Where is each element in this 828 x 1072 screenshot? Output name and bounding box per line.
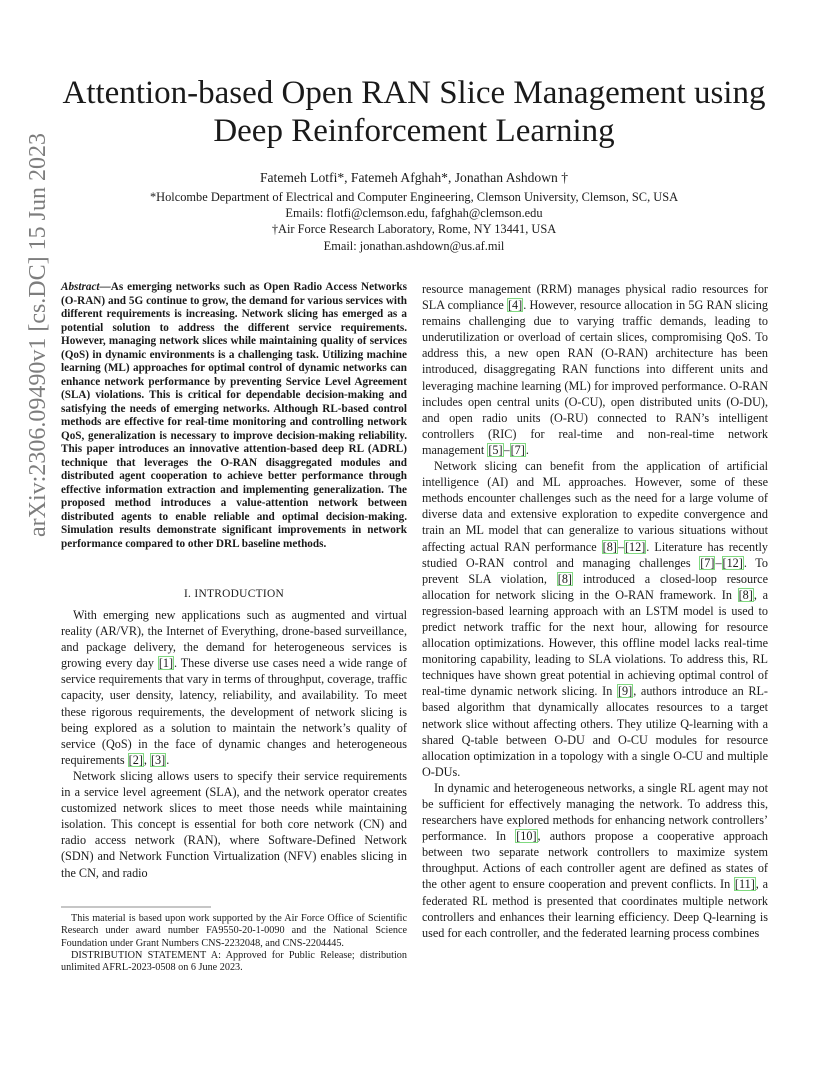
citation-link[interactable]: [5] [488,442,503,457]
title-line-1: Attention-based Open RAN Slice Management using [62,75,766,111]
intro-paragraph-4: Network slicing can benefit from the application of artificial intelligence (AI) and ML approaches. However, some of these methods encounter challenges such as the need for a large volume of diverse data and extensive exploration to expedite convergence and train an ML model that can generalize to various situations without affecting actual RAN performance [8]–[12]. Literature has recently studied O-RAN control and managing challenges [7]–[12]. To prevent SLA violation, [8] introduced a closed-loop resource allocation for network slicing in the O-RAN framework. In [8], a regression-based learning approach with an LSTM model is used to predict network traffic for the next hour, allowing for resource allocation optimizations. However, this offline model lacks real-time monitoring capability, leading to SLA violations. To address this, RL techniques have shown great potential in achieving optimal control of real-time dynamic network slicing. In [9], authors introduce an RL-based algorithm that dynamically allocates resources to a target network slice without affecting others. They utilize Q-learning with a shared Q-table between O-DU and O-CU modules for resource allocation optimization in a topology with a single O-CU and multiple O-DUs. [422,459,768,779]
arxiv-identifier: arXiv:2306.09490v1 [cs.DC] 15 Jun 2023 [25,133,51,537]
right-column-body [422,281,768,941]
citation-link[interactable]: [8] [738,587,753,602]
footnote-rule [61,907,211,908]
citation-link[interactable]: [10] [516,829,537,844]
citation-link[interactable]: [2] [128,752,143,767]
abstract-label: Abstract [61,281,100,293]
citation-link[interactable]: [1] [158,656,174,671]
footnotes [61,913,407,974]
citation-link[interactable]: [11] [734,877,755,892]
footnote-funding: This material is based upon work supported by the Air Force Office of Scientific Research under award number FA9550-20-1-0090 and the National Science Foundation under Grant Numbers CNS-2232048, and CNS-2204445. [61,913,407,949]
intro-paragraph-1: With emerging new applications such as augmented and virtual reality (AR/VR), the Internet of Everything, drone-based surveillance, and package delivery, the demand for heterogeneous services is growing every day [1]. These diverse use cases need a wide range of service requirements that vary in terms of throughput, coverage, traffic capacity, user density, latency, reliability, and availability. To meet these rigorous requirements, the development of network slicing is being explored as a solution to maintain the network’s quality of service (QoS) in the face of dynamic changes and heterogeneous requirements [2], [3]. [61,608,407,767]
intro-paragraph-5: In dynamic and heterogeneous networks, a single RL agent may not be sufficient for effectively managing the network. To address this, researchers have explored methods for enhancing network controllers’ performance. In [10], authors propose a cooperative approach between two separate network controllers to maximize system throughput. Actions of each controller agent are defined as states of the other agent to ensure cooperation and prevent conflicts. In [11], a federated RL method is presented that coordinates multiple network controllers and enhances their learning efficiency. Deep Q-learning is used for each controller, and the federated learning process combines [422,780,768,940]
citation-link[interactable]: [12] [722,555,743,570]
left-column-body [61,607,407,881]
intro-paragraph-2: Network slicing allows users to specify their service requirements in a service level agreement (SLA), and the network operator creates customized network slices to meet those needs while maintaining isolation. This concept is essential for both core network (CN) and radio access network (RAN), where Software-Defined Network (SDN) and Network Function Virtualization (NFV) enables slicing in the CN, and radio [61,768,407,880]
citation-link[interactable]: [4] [507,298,523,313]
citation-link[interactable]: [3] [150,752,166,767]
citation-link[interactable]: [7] [510,442,525,457]
paper-title [40,74,788,150]
citation-link[interactable]: [12] [624,539,646,554]
abstract-text: —As emerging networks such as Open Radio Access Networks (O-RAN) and 5G continue to grow, the demand for various services with different requirements is increasing. Network slicing has emerged as a potential solution to address the different service requirements. However, managing network slices while maintaining quality of services (QoS) in dynamic environments is a challenging task. Utilizing machine learning (ML) approaches for optimal control of dynamic networks can enhance network performance by preventing Service Level Agreement (SLA) violations. This is critical for dependable decision-making and satisfying the needs of emerging networks. Although RL-based control methods are effective for real-time monitoring and controlling network QoS, generalization is necessary to improve decision-making reliability. This paper introduces an innovative attention-based deep RL (ADRL) technique that leverages the O-RAN disaggregated modules and distributed agent cooperation to achieve better performance through effective information extraction and implementing generalization. The proposed method introduces a value-attention network between distributed agents to enable reliable and optimal decision-making. Simulation results demonstrate significant improvements in network performance compared to other DRL baseline methods. [61,281,407,550]
abstract [61,281,407,551]
footnote-distribution: DISTRIBUTION STATEMENT A: Approved for Public Release; distribution unlimited AFRL-2023-0508 on 6 June 2023. [61,949,407,974]
citation-link[interactable]: [8] [602,539,617,554]
section-heading-introduction: I. INTRODUCTION [183,588,285,600]
citation-link[interactable]: [7] [700,555,715,570]
emails-clemson: Emails: flotfi@clemson.edu, fafghah@clemson.edu [285,206,543,220]
intro-paragraph-3: resource management (RRM) manages physical radio resources for SLA compliance [4]. However, resource allocation in 5G RAN slicing remains challenging due to varying traffic demands, leading to underutilization or overload of certain slices, compromising QoS. To address this, a new open RAN (O-RAN) architecture has been introduced, disaggregating RAN functions into different units and leveraging machine learning (ML) for improved performance. O-RAN includes open central units (O-CU), open distributed units (O-DU), and open radio units (O-RU) connected to RAN’s intelligent controllers (RIC) for real-time and non-real-time network management [5]–[7]. [422,282,768,457]
affiliation-afrl: †Air Force Research Laboratory, Rome, NY 13441, USA [271,222,557,236]
citation-link[interactable]: [8] [557,571,572,586]
affiliation-clemson: *Holcombe Department of Electrical and Computer Engineering, Clemson University, Clemson, SC, USA [149,190,679,204]
title-line-2: Deep Reinforcement Learning [213,113,615,149]
author-list: Fatemeh Lotfi*, Fatemeh Afghah*, Jonathan Ashdown † [259,170,569,185]
email-afrl: Email: jonathan.ashdown@us.af.mil [323,239,505,253]
citation-link[interactable]: [9] [617,684,633,699]
